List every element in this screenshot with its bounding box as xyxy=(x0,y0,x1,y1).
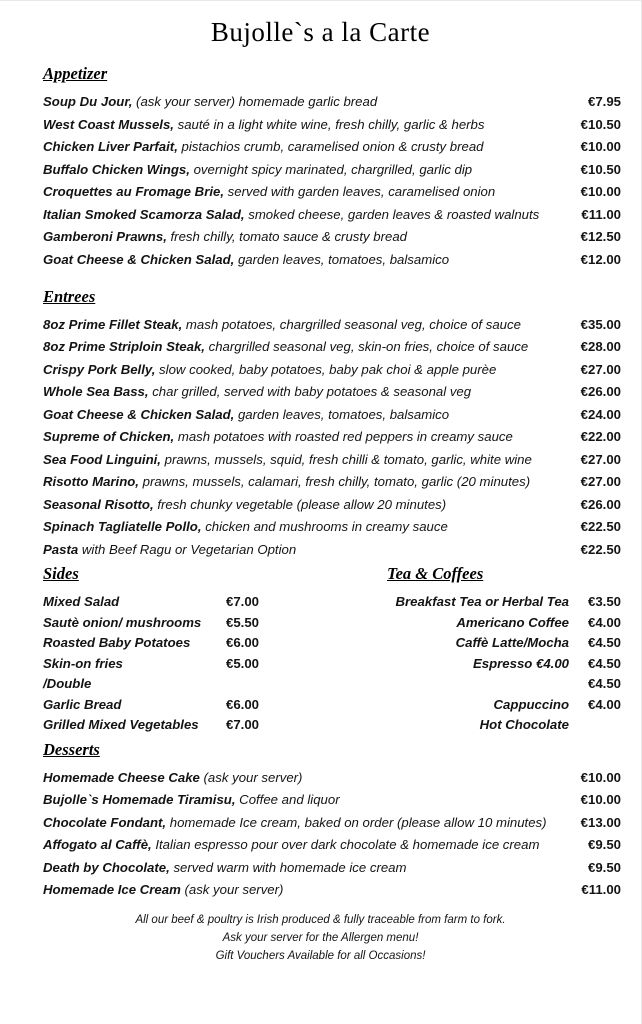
item-name: Mixed Salad xyxy=(43,594,120,609)
item-desc: slow cooked, baby potatoes, baby pak choi & apple purèe xyxy=(155,361,497,377)
item-name: Croquettes au Fromage Brie, xyxy=(43,184,224,199)
item-price: €4.00 xyxy=(587,614,621,630)
item-text xyxy=(43,162,472,177)
item-price: €4.50 xyxy=(587,676,621,691)
section-appetizer xyxy=(43,64,621,267)
item-text xyxy=(43,252,449,267)
menu-item xyxy=(43,452,621,467)
item-desc: (ask your server) homemade garlic bread xyxy=(132,94,378,109)
item-desc: (ask your server) xyxy=(180,882,284,897)
item-desc: sauté in a light white wine, fresh chilly, garlic & herbs xyxy=(173,116,485,132)
menu-item xyxy=(43,207,621,222)
item-desc: mash potatoes with roasted red peppers in creamy sauce xyxy=(174,429,513,444)
item-price: €10.50 xyxy=(580,161,621,177)
menu-item xyxy=(43,519,621,534)
item-price: €35.00 xyxy=(580,316,621,332)
item-price: €10.00 xyxy=(580,139,621,154)
item-price: €6.00 xyxy=(226,635,260,650)
item-name: Americano Coffee xyxy=(456,614,569,630)
item-name: Whole Sea Bass, xyxy=(43,384,149,399)
item-price: €5.00 xyxy=(226,655,260,671)
item-price: €10.00 xyxy=(580,792,621,807)
item-name: Goat Cheese & Chicken Salad, xyxy=(43,406,235,422)
item-desc: Coffee and liquor xyxy=(235,792,340,807)
item-price: €13.00 xyxy=(580,814,621,830)
item-text xyxy=(43,815,547,830)
item-price: €12.50 xyxy=(580,229,621,244)
item-desc: with Beef Ragu or Vegetarian Option xyxy=(78,541,297,557)
item-price: €4.00 xyxy=(587,696,621,712)
item-name: Homemade Cheese Cake xyxy=(43,769,200,785)
item-name: Hot Chocolate xyxy=(479,717,569,732)
side-item xyxy=(43,676,295,691)
side-item xyxy=(43,594,295,609)
item-price: €26.00 xyxy=(580,496,621,512)
item-desc: char grilled, served with baby potatoes & seasonal veg xyxy=(148,384,472,399)
item-price: €28.00 xyxy=(580,339,621,354)
item-desc: served with garden leaves, caramelised onion xyxy=(224,184,496,199)
item-name: Homemade Ice Cream xyxy=(43,882,181,897)
tea-item xyxy=(387,697,621,712)
item-desc: garden leaves, tomatoes, balsamico xyxy=(234,251,450,267)
item-name: Breakfast Tea or Herbal Tea xyxy=(395,594,569,609)
item-text xyxy=(43,474,530,489)
item-name: Spinach Tagliatelle Pollo, xyxy=(43,519,202,534)
menu-item xyxy=(43,474,621,489)
item-name: Garlic Bread xyxy=(43,696,122,712)
side-item xyxy=(43,656,295,671)
menu-item xyxy=(43,815,621,830)
menu-item xyxy=(43,770,621,785)
item-price: €4.50 xyxy=(587,635,621,650)
item-text xyxy=(43,882,283,897)
footer-line-allergen: Ask your server for the Allergen menu! xyxy=(222,932,419,944)
item-text xyxy=(43,94,377,109)
item-text xyxy=(43,339,528,354)
item-desc: mash potatoes, chargrilled seasonal veg, choice of sauce xyxy=(182,316,521,332)
item-desc: chargrilled seasonal veg, skin-on fries, choice of sauce xyxy=(204,339,529,354)
footer-line-traceability: All our beef & poultry is Irish produced & fully traceable from farm to fork. xyxy=(135,914,506,926)
item-price: €5.50 xyxy=(226,614,260,630)
item-desc: garden leaves, tomatoes, balsamico xyxy=(234,406,450,422)
item-text xyxy=(43,407,449,422)
item-name: Gamberoni Prawns, xyxy=(43,229,167,244)
menu-item xyxy=(43,252,621,267)
menu-item xyxy=(43,184,621,199)
item-price: €7.95 xyxy=(587,94,621,109)
item-text xyxy=(43,497,446,512)
section-desserts xyxy=(43,740,621,898)
section-header-entrees: Entrees xyxy=(43,286,96,306)
item-desc: Italian espresso pour over dark chocolate & homemade ice cream xyxy=(151,837,540,852)
item-text xyxy=(43,429,513,444)
tea-item xyxy=(387,635,621,650)
menu-item xyxy=(43,139,621,154)
item-price: €3.50 xyxy=(587,594,621,609)
item-text xyxy=(43,452,532,467)
item-name: Roasted Baby Potatoes xyxy=(43,635,191,650)
item-text xyxy=(43,139,484,154)
item-text xyxy=(43,207,539,222)
menu-item xyxy=(43,882,621,897)
item-name: Grilled Mixed Vegetables xyxy=(43,717,199,732)
item-price: €24.00 xyxy=(580,406,621,422)
item-name: Supreme of Chicken, xyxy=(43,429,175,444)
tea-item xyxy=(387,594,621,609)
side-item xyxy=(43,615,295,630)
side-item xyxy=(43,635,295,650)
item-name: Espresso €4.00 xyxy=(472,655,569,671)
menu-item xyxy=(43,339,621,354)
item-name: Caffè Latte/Mocha xyxy=(455,635,569,650)
item-name: Cappuccino xyxy=(493,696,569,712)
item-name: Goat Cheese & Chicken Salad, xyxy=(43,251,235,267)
item-text xyxy=(43,770,302,785)
section-entrees xyxy=(43,287,621,557)
item-text xyxy=(43,384,471,399)
item-desc: homemade Ice cream, baked on order (please allow 10 minutes) xyxy=(166,814,547,830)
item-text xyxy=(43,519,448,534)
menu-item xyxy=(43,542,621,557)
item-price: €22.50 xyxy=(580,541,621,557)
item-desc: pistachios crumb, caramelised onion & crusty bread xyxy=(177,139,484,154)
item-name: Crispy Pork Belly, xyxy=(43,361,156,377)
menu-footer xyxy=(43,911,621,965)
side-item xyxy=(43,697,295,712)
menu-item xyxy=(43,229,621,244)
item-desc: (ask your server) xyxy=(199,769,303,785)
item-name: Italian Smoked Scamorza Salad, xyxy=(43,206,245,222)
item-name: 8oz Prime Striploin Steak, xyxy=(43,339,205,354)
item-name: Skin-on fries xyxy=(43,655,123,671)
item-price: €27.00 xyxy=(580,474,621,489)
menu-item xyxy=(43,162,621,177)
menu-item xyxy=(43,837,621,852)
item-name: Death by Chocolate, xyxy=(43,859,170,875)
menu-item xyxy=(43,384,621,399)
menu-item xyxy=(43,429,621,444)
item-name: /Double xyxy=(43,676,92,691)
item-name: Risotto Marino, xyxy=(43,474,139,489)
item-name: Affogato al Caffè, xyxy=(43,837,152,852)
menu-item xyxy=(43,792,621,807)
item-price: €10.00 xyxy=(580,184,621,199)
menu-item xyxy=(43,407,621,422)
item-price: €7.00 xyxy=(226,717,260,732)
item-price: €12.00 xyxy=(580,251,621,267)
item-name: West Coast Mussels, xyxy=(43,116,174,132)
tea-item xyxy=(387,656,621,671)
item-text xyxy=(43,792,340,807)
item-name: Chocolate Fondant, xyxy=(43,814,167,830)
item-price: €27.00 xyxy=(580,451,621,467)
sides-and-tea-columns xyxy=(43,564,621,738)
menu-item xyxy=(43,497,621,512)
item-price: €4.50 xyxy=(587,655,621,671)
menu-item xyxy=(43,362,621,377)
item-price: €10.50 xyxy=(580,116,621,132)
item-price: €7.00 xyxy=(226,594,260,609)
item-text xyxy=(43,229,407,244)
item-price: €11.00 xyxy=(581,882,621,897)
tea-item xyxy=(387,717,621,732)
item-text xyxy=(43,362,496,377)
item-text xyxy=(43,860,407,875)
section-header-desserts: Desserts xyxy=(43,739,100,759)
item-desc: fresh chilly, tomato sauce & crusty bread xyxy=(166,229,408,244)
item-name: 8oz Prime Fillet Steak, xyxy=(43,316,183,332)
item-name: Seasonal Risotto, xyxy=(43,496,154,512)
item-price: €6.00 xyxy=(226,696,260,712)
item-desc: served warm with homemade ice cream xyxy=(169,859,407,875)
item-desc: overnight spicy marinated, chargrilled, garlic dip xyxy=(189,161,473,177)
section-tea-coffees xyxy=(387,564,621,738)
item-text xyxy=(43,542,296,557)
item-text xyxy=(43,117,485,132)
item-price: €10.00 xyxy=(580,769,621,785)
tea-item xyxy=(387,615,621,630)
menu-title: Bujolle`s a la Carte xyxy=(210,17,431,47)
item-price: €9.50 xyxy=(587,859,621,875)
item-desc: prawns, mussels, squid, fresh chilli & tomato, garlic, white wine xyxy=(160,451,532,467)
item-price: €26.00 xyxy=(580,384,621,399)
menu-item xyxy=(43,94,621,109)
item-name: Bujolle`s Homemade Tiramisu, xyxy=(43,792,236,807)
section-header-sides: Sides xyxy=(43,564,79,583)
item-name: Sea Food Linguini, xyxy=(43,451,161,467)
item-name: Pasta xyxy=(43,541,79,557)
menu-item xyxy=(43,117,621,132)
item-desc: fresh chunky vegetable (please allow 20 minutes) xyxy=(153,496,447,512)
item-desc: prawns, mussels, calamari, fresh chilly, tomato, garlic (20 minutes) xyxy=(138,474,531,489)
tea-item xyxy=(387,676,621,691)
menu-item xyxy=(43,317,621,332)
item-text xyxy=(43,837,539,852)
menu-item xyxy=(43,860,621,875)
item-price: €11.00 xyxy=(581,206,621,222)
item-text xyxy=(43,184,495,199)
section-header-tea-coffees: Tea & Coffees xyxy=(387,564,484,583)
side-item xyxy=(43,717,295,732)
item-desc: chicken and mushrooms in creamy sauce xyxy=(201,519,448,534)
item-price: €22.00 xyxy=(580,429,621,444)
item-name: Chicken Liver Parfait, xyxy=(43,139,178,154)
item-name: Buffalo Chicken Wings, xyxy=(43,161,190,177)
item-desc: smoked cheese, garden leaves & roasted walnuts xyxy=(244,206,540,222)
section-sides xyxy=(43,564,295,738)
item-price: €9.50 xyxy=(587,837,621,852)
footer-line-vouchers: Gift Vouchers Available for all Occasions! xyxy=(215,950,426,962)
item-name: Sautè onion/ mushrooms xyxy=(43,614,202,630)
item-text xyxy=(43,317,521,332)
item-price: €22.50 xyxy=(580,519,621,534)
item-name: Soup Du Jour, xyxy=(43,94,133,109)
item-price: €27.00 xyxy=(580,361,621,377)
section-header-appetizer: Appetizer xyxy=(43,64,108,83)
